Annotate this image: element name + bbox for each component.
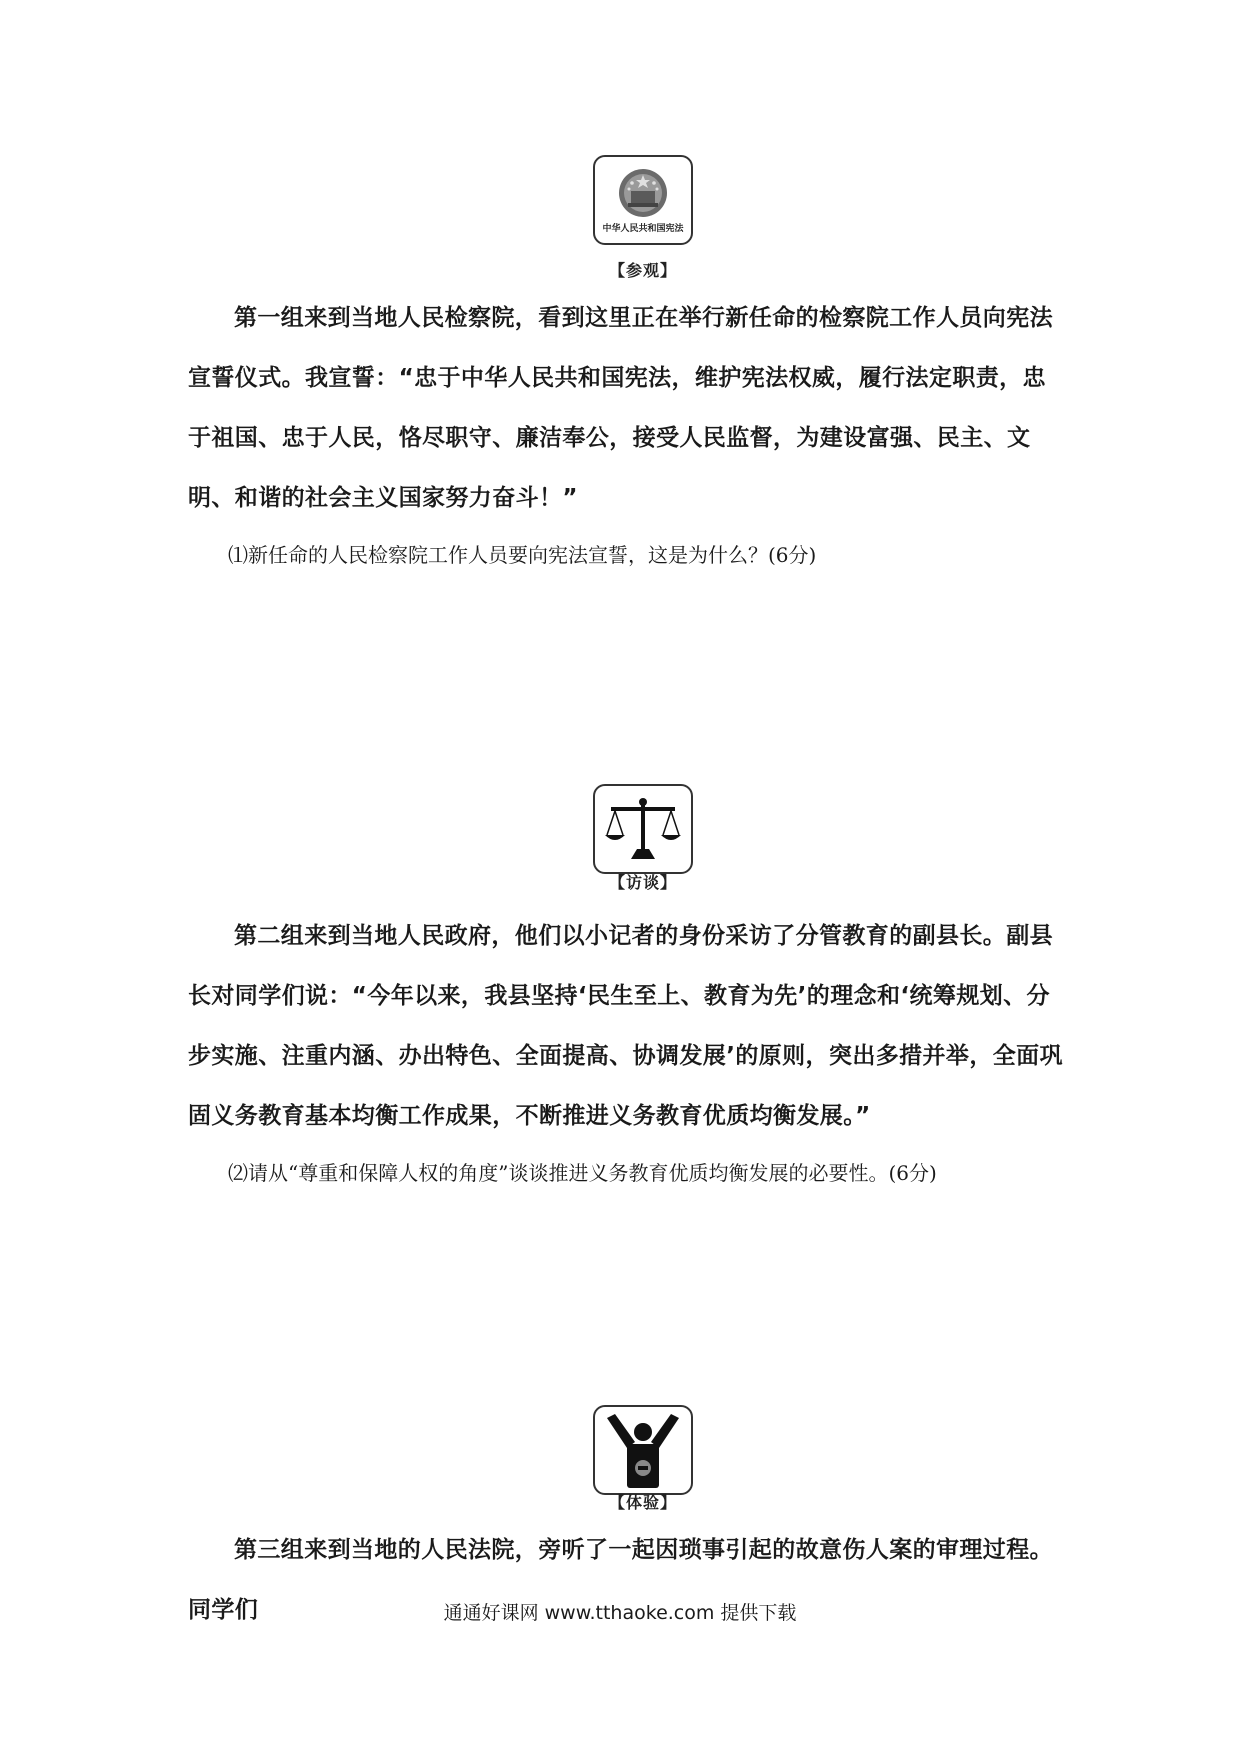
question-2: ⑵请从“尊重和保障人权的角度”谈谈推进义务教育优质均衡发展的必要性。(6分) bbox=[228, 1161, 937, 1185]
judge-image-box bbox=[593, 1405, 693, 1495]
paragraph-group3: 第三组来到当地的人民法院，旁听了一起因琐事引起的故意伤人案的审理过程。同学们 bbox=[188, 1537, 1053, 1623]
paragraph-group2: 第二组来到当地人民政府，他们以小记者的身份采访了分管教育的副县长。副县长对同学们说：“今年以来，我县坚持‘民生至上、教育为先’的理念和‘统筹规划、分步实施、注重内涵、办出特色、全面提高、协调发展’的原则，突出多措并举，全面巩固义务教育基本均衡工作成果，不断推进义务教育优质均衡发展。” bbox=[188, 923, 1063, 1129]
caption-visit: 【参观】 bbox=[608, 261, 677, 280]
caption-experience: 【体验】 bbox=[608, 1493, 677, 1512]
national-emblem-icon bbox=[614, 167, 672, 219]
page-footer: 通通好课网 www.tthaoke.com 提供下载 bbox=[443, 1602, 797, 1624]
question-1: ⑴新任命的人民检察院工作人员要向宪法宣誓，这是为什么？(6分) bbox=[228, 543, 817, 567]
emblem-image-box bbox=[593, 155, 693, 245]
paragraph-group1: 第一组来到当地人民检察院，看到这里正在举行新任命的检察院工作人员向宪法宣誓仪式。我宣誓：“忠于中华人民共和国宪法，维护宪法权威，履行法定职责，忠于祖国、忠于人民，恪尽职守、廉洁奉公，接受人民监督，为建设富强、民主、文明、和谐的社会主义国家努力奋斗！” bbox=[188, 305, 1053, 511]
judge-person-icon bbox=[601, 1410, 685, 1490]
scales-image-box bbox=[593, 784, 693, 874]
caption-interview: 【访谈】 bbox=[608, 873, 677, 892]
emblem-title: 中华人民共和国宪法 bbox=[602, 223, 684, 234]
scales-icon bbox=[601, 793, 685, 865]
